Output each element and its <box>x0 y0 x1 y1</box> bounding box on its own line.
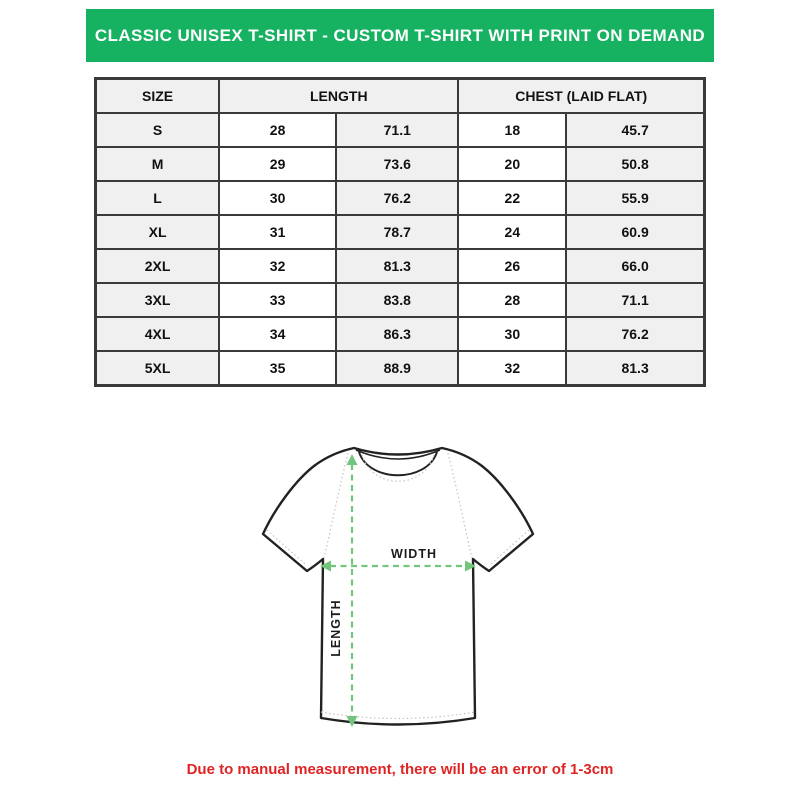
measurement-cell: 33 <box>219 283 336 317</box>
size-cell: M <box>96 147 220 181</box>
table-row <box>96 351 705 386</box>
size-cell: 3XL <box>96 283 220 317</box>
measurement-cell: 35 <box>219 351 336 386</box>
measurement-cell: 86.3 <box>336 317 458 351</box>
title-banner <box>86 9 714 62</box>
measurement-cell: 50.8 <box>566 147 704 181</box>
measurement-cell: 28 <box>219 113 336 147</box>
measurement-cell: 18 <box>458 113 566 147</box>
measurement-cell: 73.6 <box>336 147 458 181</box>
size-cell: S <box>96 113 220 147</box>
col-header-size: SIZE <box>96 79 220 114</box>
table-row <box>96 147 705 181</box>
width-label: WIDTH <box>391 547 437 561</box>
size-chart-table <box>94 77 706 387</box>
measurement-cell: 30 <box>458 317 566 351</box>
measurement-cell: 32 <box>458 351 566 386</box>
measurement-error-note: Due to manual measurement, there will be an error of 1-3cm <box>186 761 614 778</box>
measurement-cell: 83.8 <box>336 283 458 317</box>
measurement-cell: 71.1 <box>566 283 704 317</box>
size-cell: XL <box>96 215 220 249</box>
tshirt-measurement-diagram <box>250 438 550 752</box>
col-header-chest: CHEST (LAID FLAT) <box>458 79 704 114</box>
measurement-cell: 28 <box>458 283 566 317</box>
size-cell: 2XL <box>96 249 220 283</box>
size-cell: L <box>96 181 220 215</box>
col-header-length: LENGTH <box>219 79 458 114</box>
measurement-cell: 26 <box>458 249 566 283</box>
tshirt-outline <box>263 448 533 725</box>
measurement-cell: 20 <box>458 147 566 181</box>
measurement-cell: 60.9 <box>566 215 704 249</box>
measurement-cell: 81.3 <box>336 249 458 283</box>
size-cell: 4XL <box>96 317 220 351</box>
measurement-cell: 29 <box>219 147 336 181</box>
table-row <box>96 317 705 351</box>
measurement-cell: 71.1 <box>336 113 458 147</box>
size-cell: 5XL <box>96 351 220 386</box>
table-row <box>96 113 705 147</box>
table-row <box>96 215 705 249</box>
measurement-cell: 30 <box>219 181 336 215</box>
table-row <box>96 181 705 215</box>
table-header-row <box>96 79 705 114</box>
measurement-cell: 45.7 <box>566 113 704 147</box>
measurement-cell: 31 <box>219 215 336 249</box>
measurement-cell: 22 <box>458 181 566 215</box>
measurement-cell: 24 <box>458 215 566 249</box>
table-row <box>96 249 705 283</box>
table-row <box>96 283 705 317</box>
length-label: LENGTH <box>329 599 343 657</box>
measurement-cell: 76.2 <box>336 181 458 215</box>
size-table-body <box>96 113 705 386</box>
measurement-cell: 34 <box>219 317 336 351</box>
measurement-cell: 66.0 <box>566 249 704 283</box>
measurement-cell: 81.3 <box>566 351 704 386</box>
page-title: CLASSIC UNISEX T-SHIRT - CUSTOM T-SHIRT WITH PRINT ON DEMAND <box>94 25 706 45</box>
measurement-cell: 76.2 <box>566 317 704 351</box>
measurement-cell: 55.9 <box>566 181 704 215</box>
measurement-cell: 88.9 <box>336 351 458 386</box>
measurement-cell: 32 <box>219 249 336 283</box>
measurement-cell: 78.7 <box>336 215 458 249</box>
